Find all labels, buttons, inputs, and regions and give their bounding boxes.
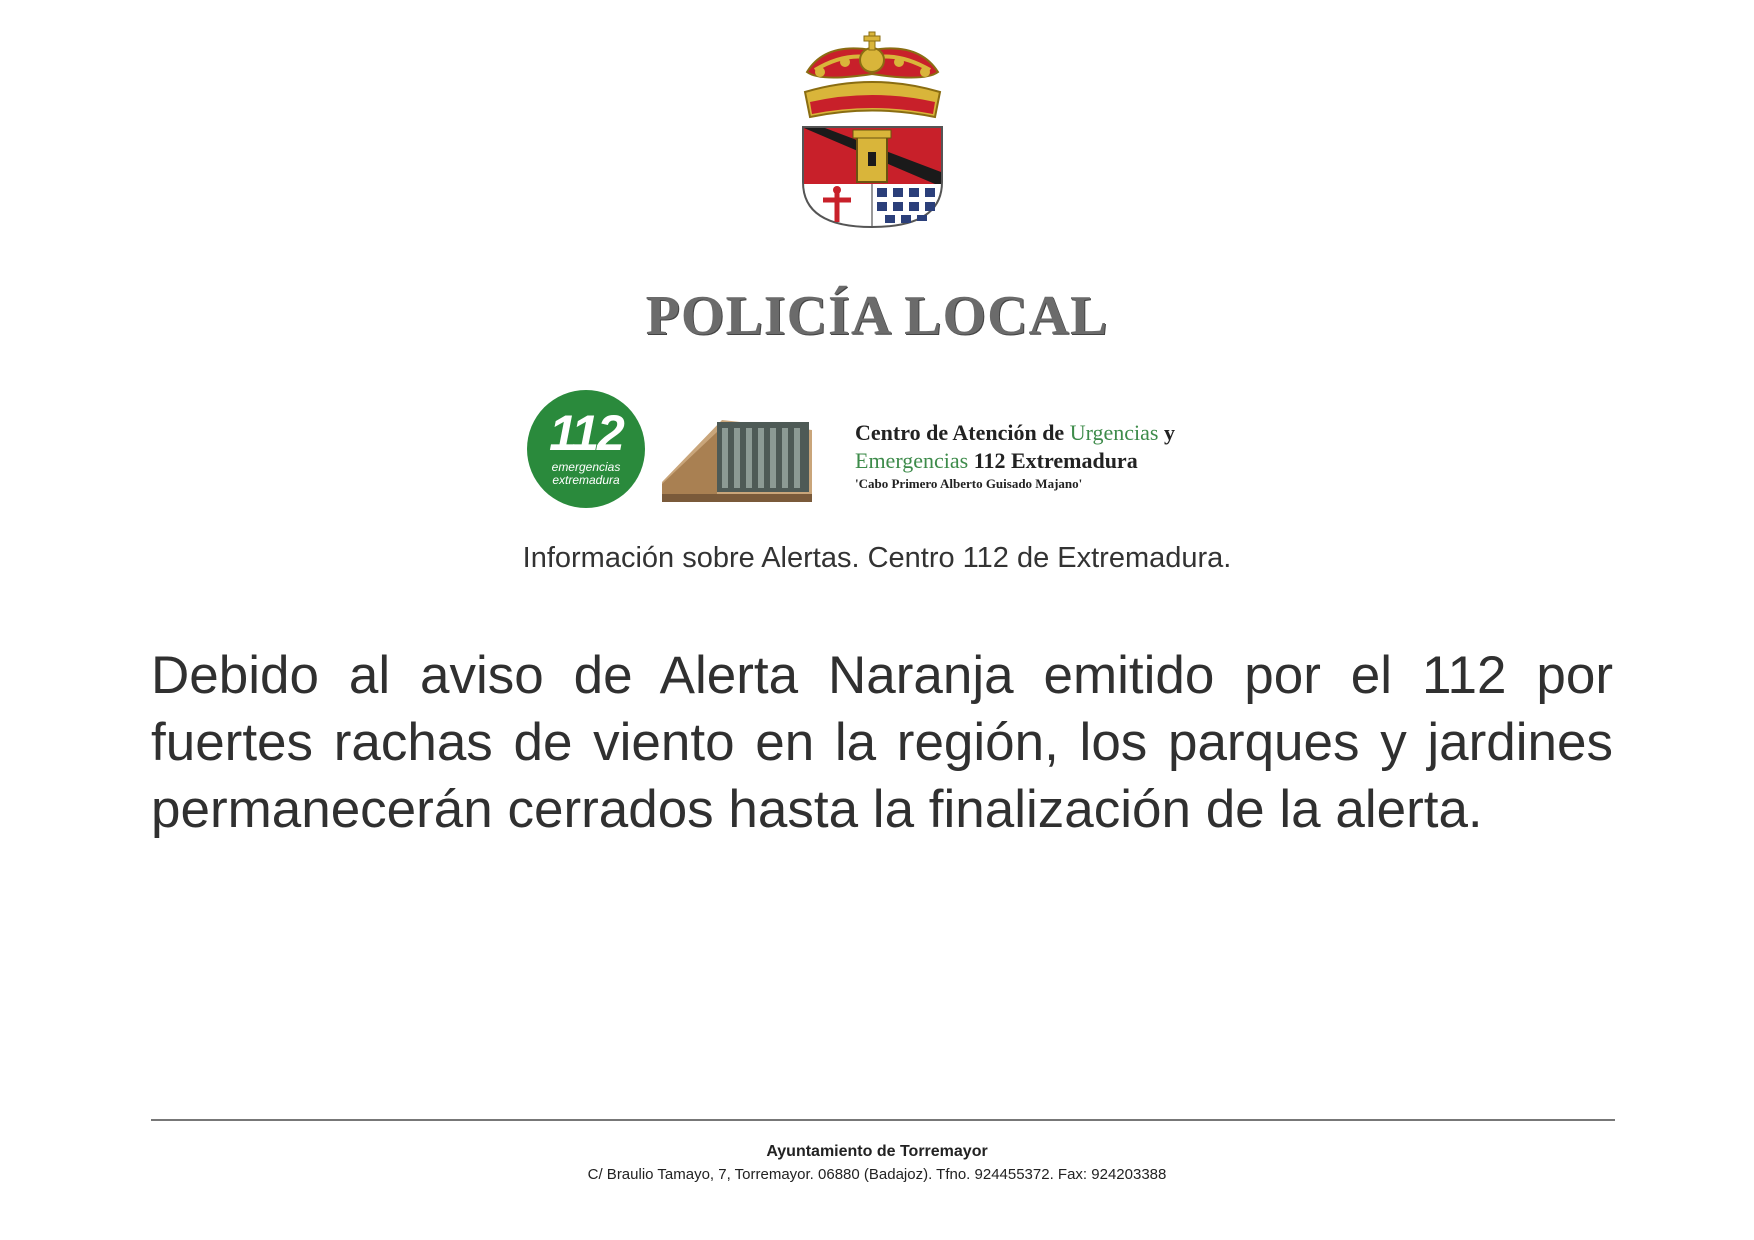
112-logo: [527, 390, 645, 508]
footer-divider: [151, 1119, 1615, 1121]
coat-of-arms-icon: [785, 22, 960, 232]
centre-dedication: 'Cabo Primero Alberto Guisado Majano': [855, 476, 1083, 491]
logo-number: 112: [549, 405, 623, 461]
shield-icon: [803, 127, 942, 227]
footer-address: C/ Braulio Tamayo, 7, Torremayor. 06880 (Badajoz). Tfno. 924455372. Fax: 924203388: [587, 1166, 1167, 1183]
building-icon: [662, 412, 812, 504]
centre-name-line-1: Centro de Atención de Urgencias y: [855, 420, 1175, 445]
footer-organization: Ayuntamiento de Torremayor: [766, 1143, 988, 1160]
centre-name-line-2: Emergencias 112 Extremadura: [855, 448, 1138, 473]
page-title: POLICÍA LOCAL: [645, 285, 1109, 347]
crown-icon: [805, 32, 940, 117]
emergency-centre-name: [855, 419, 1275, 493]
notice-text: Debido al aviso de Alerta Naranja emitido por el 112 por fuertes rachas de viento en la región, los parques y jardines permanecerán cerrados hasta la finalización de la alerta.: [151, 646, 1613, 839]
logo-line-2: extremadura: [552, 473, 620, 487]
logo-line-1: emergencias: [551, 460, 621, 474]
alert-info-heading: Información sobre Alertas. Centro 112 de Extremadura.: [522, 542, 1232, 574]
